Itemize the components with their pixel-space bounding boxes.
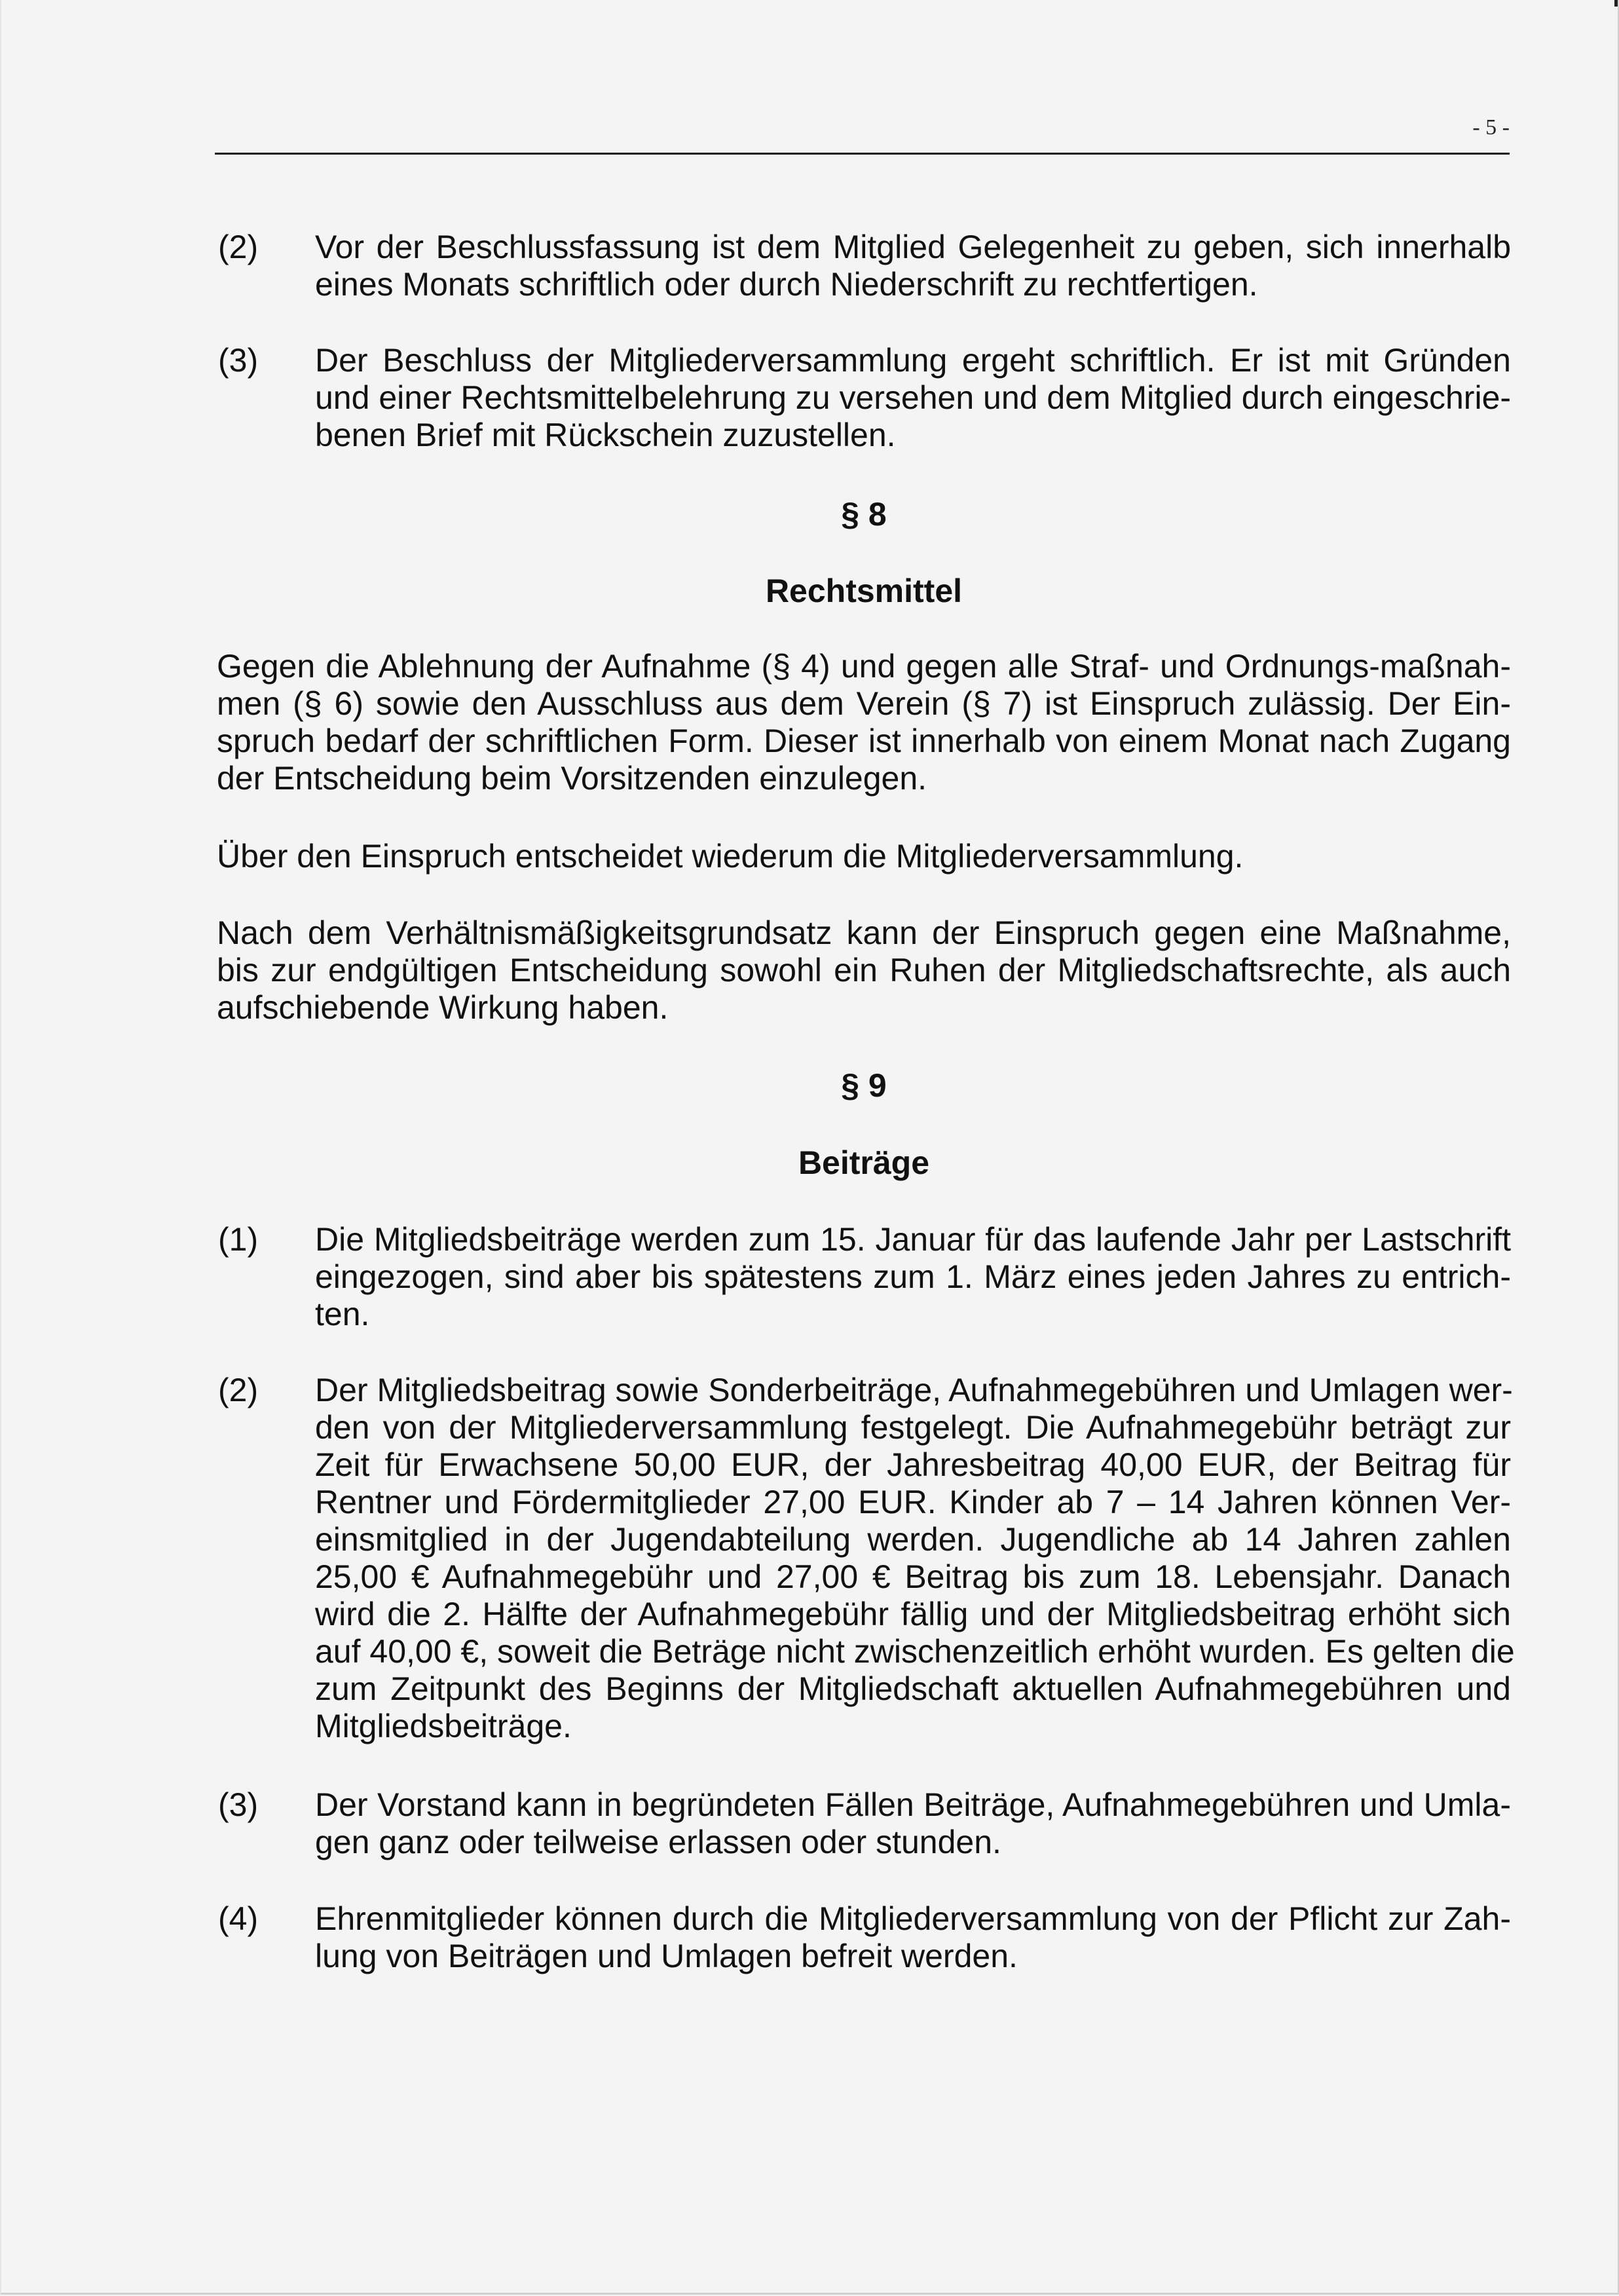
text-line: wird die 2. Hälfte der Aufnahmegebühr fällig und der Mitgliedsbeitrag erhöht sich [315,1596,1511,1632]
text-line: Über den Einspruch entscheidet wiederum die Mitgliederversammlung. [217,838,1244,875]
text-line: eines Monats schriftlich oder durch Niederschrift zu rechtfertigen. [315,266,1258,303]
text-line: 25,00 € Aufnahmegebühr und 27,00 € Beitrag bis zum 18. Lebensjahr. Danach [315,1558,1511,1595]
page-number: - 5 - [1472,115,1510,140]
text-line: aufschiebende Wirkung haben. [217,989,669,1026]
header-rule [215,153,1510,155]
paragraph-label: (3) [218,342,259,379]
paragraph-s8-3 [217,914,1511,1026]
text-line: Gegen die Ablehnung der Aufnahme (§ 4) und gegen alle Straf- und Ordnungs-maßnah- [217,648,1511,685]
paragraph-s9-3 [315,1786,1511,1861]
scan-artifact-mark [1614,0,1618,7]
text-line: men (§ 6) sowie den Ausschluss aus dem Verein (§ 7) ist Einspruch zulässig. Der Ein- [217,685,1511,722]
section-number: § 8 [841,496,887,533]
text-line: eingezogen, sind aber bis spätestens zum 1. März eines jeden Jahres zu entrich- [315,1258,1511,1295]
text-line: Die Mitgliedsbeiträge werden zum 15. Januar für das laufende Jahr per Lastschrift [315,1221,1511,1258]
text-line: zum Zeitpunkt des Beginns der Mitgliedschaft aktuellen Aufnahmegebühren und [315,1670,1511,1707]
paragraph-label: (2) [218,229,259,265]
text-line: Zeit für Erwachsene 50,00 EUR, der Jahresbeitrag 40,00 EUR, der Beitrag für [315,1446,1511,1483]
text-line: Rentner und Fördermitglieder 27,00 EUR. Kinder ab 7 – 14 Jahren können Ver- [315,1484,1511,1520]
text-line: Nach dem Verhältnismäßigkeitsgrundsatz kann der Einspruch gegen eine Maßnahme, [217,914,1511,951]
text-line: bis zur endgültigen Entscheidung sowohl ein Ruhen der Mitgliedschaftsrechte, als auch [217,952,1511,988]
text-line: Der Mitgliedsbeitrag sowie Sonderbeiträge, Aufnahmegebühren und Umlagen wer- [315,1372,1513,1408]
text-line: gen ganz oder teilweise erlassen oder stunden. [315,1824,1001,1860]
paragraph-s9-4 [315,1900,1511,1975]
paragraph-label: (1) [218,1221,259,1258]
paragraph-label: (2) [218,1372,259,1408]
text-line: Der Beschluss der Mitgliederversammlung ergeht schriftlich. Er ist mit Gründen [315,342,1511,379]
section-title: Beiträge [798,1144,930,1181]
text-line: Der Vorstand kann in begründeten Fällen Beiträge, Aufnahmegebühren und Umla- [315,1786,1511,1823]
text-line: und einer Rechtsmittelbelehrung zu versehen und dem Mitglied durch eingeschrie- [315,379,1512,416]
text-line: Mitgliedsbeiträge. [315,1708,572,1744]
text-line: auf 40,00 €, soweit die Beträge nicht zwischenzeitlich erhöht wurden. Es gelten die [315,1633,1515,1670]
text-line: Ehrenmitglieder können durch die Mitgliederversammlung von der Pflicht zur Zah- [315,1900,1511,1937]
section-title: Rechtsmittel [765,573,963,609]
text-line: den von der Mitgliederversammlung festgelegt. Die Aufnahmegebühr beträgt zur [315,1409,1511,1446]
paragraph-s8-1 [217,648,1511,797]
paragraph-label: (4) [218,1900,259,1937]
text-line: der Entscheidung beim Vorsitzenden einzulegen. [217,760,927,797]
text-line: Vor der Beschlussfassung ist dem Mitglied Gelegenheit zu geben, sich innerhalb [315,229,1511,265]
section-number: § 9 [841,1067,887,1104]
text-line: benen Brief mit Rückschein zuzustellen. [315,417,896,453]
text-line: spruch bedarf der schriftlichen Form. Dieser ist innerhalb von einem Monat nach Zugang [217,723,1511,759]
paragraph-s7-2 [315,229,1511,303]
paragraph-s9-1 [315,1221,1511,1333]
text-line: ten. [315,1296,370,1332]
paragraph-label: (3) [218,1786,259,1823]
paragraph-s8-2 [217,838,1511,875]
paragraph-s7-3 [315,342,1511,454]
paragraph-s9-2 [315,1372,1515,1745]
text-line: einsmitglied in der Jugendabteilung werden. Jugendliche ab 14 Jahren zahlen [315,1521,1511,1558]
text-line: lung von Beiträgen und Umlagen befreit werden. [315,1938,1018,1974]
